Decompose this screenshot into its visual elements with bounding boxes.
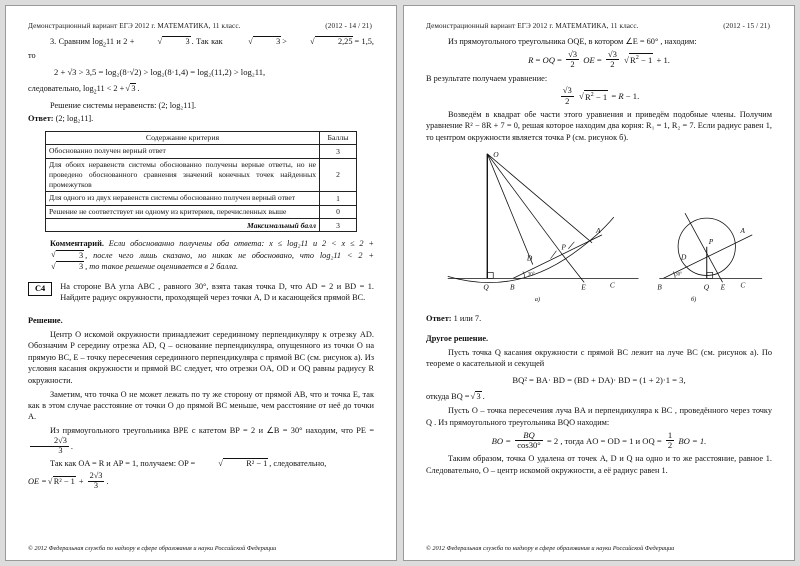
comment-label: Комментарий. <box>50 239 104 249</box>
solution-paragraph-2: Заметим, что точка O не может лежать по ту же сторону от прямой AB, что и точка E, так как в этом случае расстояние от точки O до прямой BC меньше, чем расстояние от неё до точки A. <box>28 389 374 422</box>
col-score: Баллы <box>320 131 357 144</box>
header-title: Демонстрационный вариант ЕГЭ 2012 г. МАТЕМАТИКА, 11 класс. <box>28 22 241 30</box>
item3-equation: 2 + √3 > 3,5 = log₂(8·√2) > log₂(8·1,4) = log₂(11,2) > log₂11, <box>54 66 266 77</box>
table-row <box>46 205 357 219</box>
right-paragraph-1: Из прямоугольного треугольника OQE, в котором ∠E = 60° , находим: <box>448 37 697 46</box>
figure-a-label-A: A <box>596 226 601 236</box>
sqrt-r2-1-a: R² − 1 <box>223 458 268 469</box>
figure-b-angle: 30° <box>675 272 683 278</box>
figure-b-label-B: B <box>657 282 662 292</box>
figure-a-label-B: B <box>510 282 515 292</box>
solution-paragraph-1: Центр O искомой окружности принадлежит серединному перпендикуляру к отрезку AD. Обозначим P середину отрезка AD, Q – основание перпендикуляра, опущенного из точки O на прямую BC, E – точку пересечения серединного перпендикуляра с прямой BC (см. рисунок а). Из условия касания окружности и прямой BC следует, что отрезки OA, OD и OQ равны радиусу R окружности. <box>28 329 374 385</box>
solution-paragraph-4: Так как OA = R и AP = 1, получаем: OP = √ R² − 1 , следовательно, <box>28 458 374 469</box>
sqrt-3-e: 3 <box>56 261 84 272</box>
answer-label: Ответ: <box>426 314 452 324</box>
answer-value: 1 или 7. <box>453 314 482 324</box>
figure-a-angle: 30° <box>527 272 535 278</box>
solution-paragraph-3: Из прямоугольного треугольника BPE с катетом BP = 2 и ∠B = 30° находим, что PE = $\frac{2√3}{3}$ . <box>28 425 374 455</box>
fraction-bo: $\frac{BQ}{\cos 30^\circ}$ <box>517 429 541 450</box>
sqrt-3-f: 3 <box>476 392 481 402</box>
right-equation-2: $\frac{√3}{2}$ √ $R^2 - 1 = R - 1$. <box>426 86 772 106</box>
page-footer-right: © 2012 Федеральная служба по надзору в сфере образования и науки Российской Федерации <box>426 545 675 552</box>
solution-paragraph-5: OE = √ R² − 1 + $\frac{2√3}{3}$ . <box>28 472 374 491</box>
figure-a-label-O: O <box>493 150 499 160</box>
criteria-score: 3 <box>320 144 357 158</box>
criteria-score: 0 <box>320 205 357 219</box>
table-row <box>46 158 357 191</box>
other-solution-p3: Пусть O – точка пересечения луча BA и перпендикуляра к BC , проведённого через точку Q . Из прямоугольного треугольника BQO находим: <box>426 406 772 427</box>
other-solution-label: Другое решение. <box>426 333 489 343</box>
page-right <box>403 5 795 561</box>
criteria-desc: Решение не соответствует ни одному из критериев, перечисленных выше <box>46 205 320 219</box>
right-paragraph-2: В результате получаем уравнение: <box>426 73 548 83</box>
solution-label: Решение. <box>28 315 63 325</box>
col-criteria: Содержание критерия <box>46 131 320 144</box>
sqrt-r2-1-d: $R^2 - 1$ <box>584 90 608 102</box>
fraction-half: $\frac{1}{2}$ <box>667 429 673 450</box>
item3-answer <box>28 113 374 124</box>
criteria-score: 2 <box>320 158 357 191</box>
criteria-table <box>45 131 357 232</box>
sqrt-225: 2,25 <box>315 36 354 47</box>
header-title: Демонстрационный вариант ЕГЭ 2012 г. МАТЕМАТИКА, 11 класс. <box>426 22 639 30</box>
item3-line4: Решение системы неравенств: (2; log₂11]. <box>50 100 197 110</box>
max-score-value: 3 <box>320 219 357 232</box>
criteria-desc: Обоснованно получен верный ответ <box>46 144 320 158</box>
task-c4 <box>28 281 374 306</box>
task-badge-c4: C4 <box>28 282 52 297</box>
figure-a-label-Q: Q <box>483 282 489 292</box>
figure-b-label-C: C <box>740 280 746 290</box>
figure-b-label-Q: Q <box>703 282 710 292</box>
figure-a-label-D: D <box>526 253 533 263</box>
sqrt-3-b: 3 <box>253 36 281 47</box>
table-header-row <box>46 131 357 144</box>
other-solution-p1: Пусть точка Q касания окружности с прямой BC лежит на луче BC (см. рисунок а). По теореме о касательной и секущей <box>426 347 772 369</box>
figures-container <box>426 147 772 307</box>
item3-line3: следовательно, $\log_211 < 2$ + √ 3 . <box>28 83 374 97</box>
fraction-pe: $\frac{2√3}{3}$ <box>30 437 69 456</box>
page-footer-left: © 2012 Федеральная служба по надзору в сфере образования и науки Российской Федерации <box>28 545 277 552</box>
header-page-marker: (2012 - 15 / 21) <box>723 22 770 30</box>
sqrt-3-d: 3 <box>56 250 84 261</box>
comment-paragraph: Комментарий. Если обоснованно получены оба ответа: x ≤ log₂11 и 2 < x ≤ 2 +√ 3 , после чего лишь сказано, но никак не обосновано, что log₂11 < 2 +√ 3 , то такое решение оценивается в 2 балла. <box>28 238 374 272</box>
page-left <box>5 5 397 561</box>
header-page-marker: (2012 - 14 / 21) <box>325 22 372 30</box>
other-solution-eq2: BO = $\frac{BQ}{\cos 30^\circ}$ = 2 , тогда AO = OD = 1 и OQ = $\frac{1}{2}$ BO = 1. <box>491 429 707 450</box>
right-equation-1: R = OQ = $\frac{√3}{2}$ OE = $\frac{√3}{2}$ √ $R^2 - 1 + 1$. <box>426 50 772 70</box>
answer-value: (2; log₂11]. <box>55 114 94 124</box>
criteria-score: 1 <box>320 191 357 205</box>
figure-a-caption: а) <box>534 296 541 304</box>
other-solution-p4: Таким образом, точка O удалена от точек A, D и Q на одно и то же расстояние, равное 1. Следовательно, O – центр искомой окружности, а её радиус равен 1. <box>426 454 772 475</box>
other-solution-eq1: BQ² = BA· BD = (BD + DA)· BD = (1 + 2)·1 = 3, <box>512 375 686 386</box>
table-row-max <box>46 219 357 232</box>
task-statement: На стороне BA угла ABC , равного 30°, взята такая точка D, что AD = 2 и BD = 1. Найдите радиус окружности, проходящей через точки A, D и касающейся прямой BC. <box>60 281 374 302</box>
figure-b-label-D: D <box>681 252 687 262</box>
sqrt-r2-1-c: $R^2 - 1$ <box>630 54 653 66</box>
criteria-desc: Для одного из двух неравенств системы обоснованно получен верный ответ <box>46 191 320 205</box>
answer-label: Ответ: <box>28 114 54 124</box>
figure-b-caption: б) <box>690 296 697 304</box>
sqrt-3-c: 3 <box>131 84 136 94</box>
figure-a-label-P: P <box>561 243 566 253</box>
page-header-right <box>426 22 772 32</box>
sqrt-r2-1-b: R² − 1 <box>53 477 75 487</box>
figure-a-label-C: C <box>609 280 615 290</box>
right-paragraph-3: Возведём в квадрат обе части этого уравнения и приведём подобные члены. Получим уравнение R² − 8R + 7 = 0, решая которое находим два корня: R₁ = 1, R₂ = 7. Если радиус равен 1, то центром окружности является точка P (см. рисунок б). <box>426 110 772 142</box>
page-header-left <box>28 22 374 32</box>
figure-b-label-E: E <box>720 282 726 292</box>
fraction-oe: $\frac{2√3}{3}$ <box>89 471 103 491</box>
figure-a-label-E: E <box>581 282 586 292</box>
table-row <box>46 144 357 158</box>
figure-b-label-P: P <box>708 237 714 247</box>
table-row <box>46 191 357 205</box>
item3-line1: 3. Сравним $\log_211$ и 2 + √ 3 . Так как √ 3 > √ 2,25 = 1,5, то <box>28 36 374 61</box>
right-answer <box>426 313 772 324</box>
max-score-label: Максимальный балл <box>46 219 320 232</box>
other-solution-p2: откуда BQ = √ 3 . <box>426 391 772 402</box>
sqrt-3-a: 3 <box>162 36 190 47</box>
criteria-desc: Для обоих неравенств системы обоснованно получены верные ответы, но не проведено обоснованного сравнения значений конечных точек найденных промежутков <box>46 158 320 191</box>
geometry-figures <box>426 147 772 307</box>
figure-b-label-A: A <box>740 226 745 236</box>
